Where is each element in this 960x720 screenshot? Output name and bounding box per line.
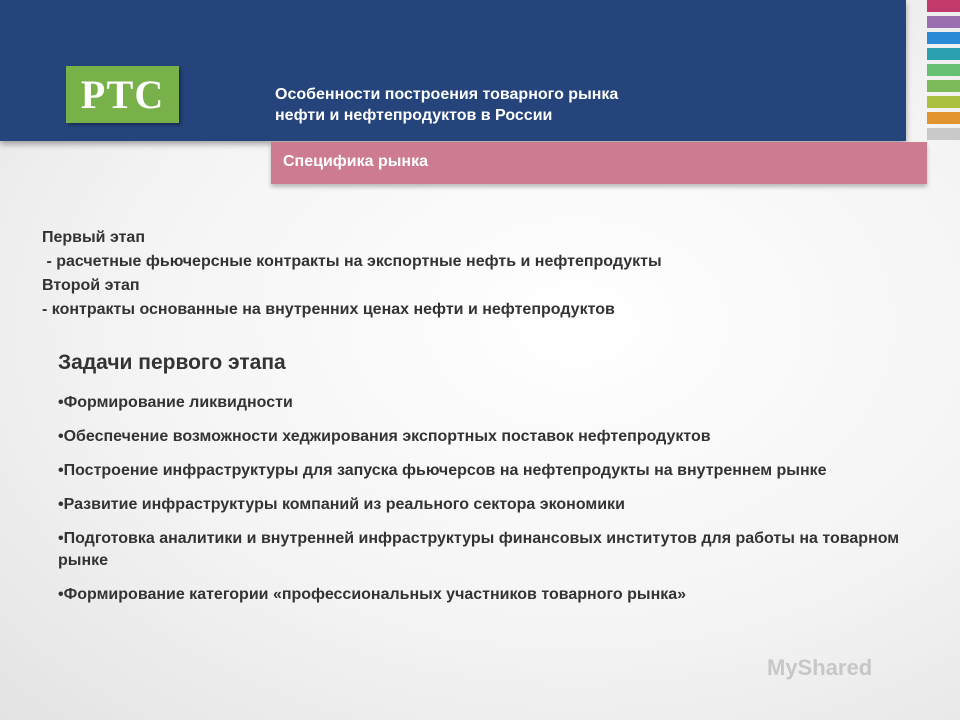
color-swatch — [927, 16, 960, 28]
second-stage-description: - контракты основанные на внутренних ценах нефти и нефтепродуктов — [42, 301, 615, 318]
color-swatch — [927, 128, 960, 140]
color-swatch — [927, 48, 960, 60]
first-stage-title: Первый этап — [42, 229, 145, 246]
logo-text: РТС — [80, 72, 165, 117]
slide-subtitle: Специфика рынка — [283, 153, 428, 170]
task-item: •Развитие инфраструктуры компаний из реального сектора экономики — [58, 496, 625, 513]
watermark: MyShared — [767, 655, 873, 680]
task-item: •Формирование категории «профессиональных участников товарного рынка» — [58, 586, 687, 603]
task-item: •Формирование ликвидности — [58, 394, 293, 411]
subtitle-bar — [271, 142, 927, 184]
color-swatch — [927, 112, 960, 124]
task-item: •Подготовка аналитики и внутренней инфраструктуры финансовых институтов для работы на товарном рынке — [58, 530, 900, 569]
color-swatch — [927, 0, 960, 12]
tasks-section — [58, 349, 928, 618]
task-item: •Обеспечение возможности хеджирования экспортных поставок нефтепродуктов — [58, 428, 711, 445]
color-swatch — [927, 80, 960, 92]
color-swatch — [927, 96, 960, 108]
color-swatch-strip — [927, 0, 960, 140]
color-swatch — [927, 64, 960, 76]
title-line-2: нефти и нефтепродуктов в России — [275, 107, 553, 124]
presentation-title — [275, 84, 755, 126]
second-stage-title: Второй этап — [42, 277, 140, 294]
title-line-1: Особенности построения товарного рынка — [275, 86, 619, 103]
tasks-heading: Задачи первого этапа — [58, 351, 286, 374]
rts-logo — [66, 66, 179, 123]
color-swatch — [927, 32, 960, 44]
task-item: •Построение инфраструктуры для запуска фьючерсов на нефтепродукты на внутреннем рынке — [58, 462, 827, 479]
first-stage-description: - расчетные фьючерсные контракты на экспортные нефть и нефтепродукты — [42, 253, 662, 270]
stages-block — [42, 226, 922, 322]
